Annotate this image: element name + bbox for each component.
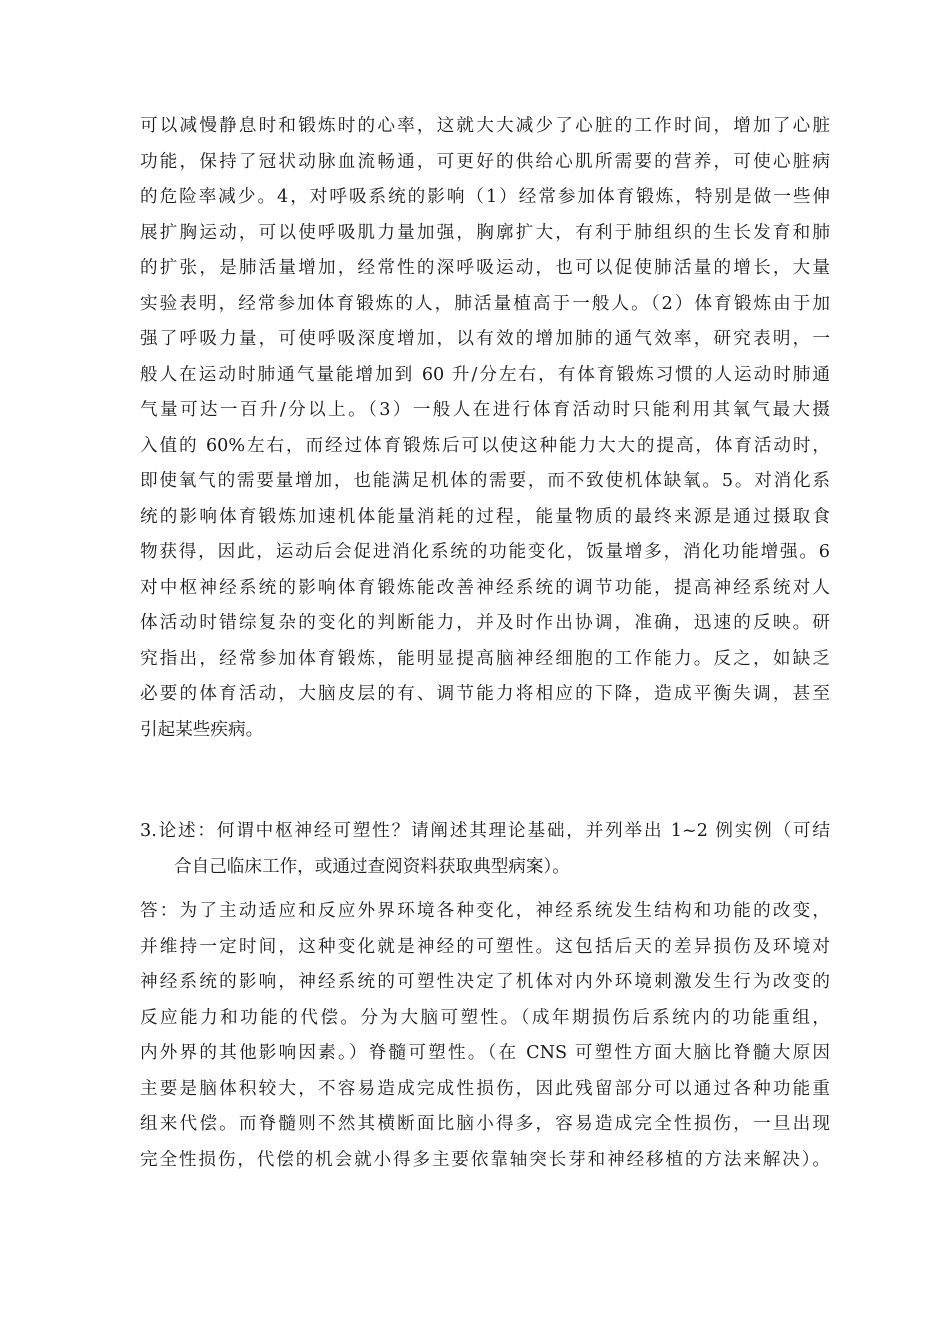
text-line: 究指出，经常参加体育锻炼，能明显提高脑神经细胞的工作能力。反之，如缺乏 bbox=[140, 648, 830, 669]
answer-line: 答：为了主动适应和反应外界环境各种变化，神经系统发生结构和功能的改变， bbox=[140, 901, 830, 921]
answer-line: 反应能力和功能的代偿。分为大脑可塑性。（成年期损伤后系统内的功能重组， bbox=[140, 1007, 830, 1028]
text-line: 引起某些疾病。 bbox=[140, 719, 264, 740]
text-line: 必要的体育活动，大脑皮层的有、调节能力将相应的下降，造成平衡失调，甚至 bbox=[140, 684, 830, 704]
paragraph-physiology-effects bbox=[140, 109, 830, 748]
text-line: 统的影响体育锻炼加速机体能量消耗的过程，能量物质的最终来源是通过摄取食 bbox=[140, 506, 830, 527]
text-line: 的扩张，是肺活量增加，经常性的深呼吸运动，也可以促使肺活量的增长，大量 bbox=[140, 258, 830, 278]
text-line: 的危险率减少。4，对呼吸系统的影响（1）经常参加体育锻炼，特别是做一些伸 bbox=[140, 187, 830, 207]
text-line: 气量可达一百升/分以上。（3）一般人在进行体育活动时只能利用其氧气最大摄 bbox=[140, 400, 830, 420]
text-line: 物获得，因此，运动后会促进消化系统的功能变化，饭量增多，消化功能增强。6 bbox=[140, 542, 830, 562]
question-line: 合自己临床工作，或通过查阅资料获取典型病案）。 bbox=[174, 856, 570, 877]
answer-line: 组来代偿。而脊髓则不然其横断面比脑小得多，容易造成完全性损伤，一旦出现 bbox=[140, 1114, 830, 1134]
answer-line: 完全性损伤，代偿的机会就小得多主要依靠轴突长芽和神经移植的方法来解决）。 bbox=[140, 1149, 830, 1170]
answer-paragraph bbox=[140, 894, 830, 1178]
question-heading bbox=[140, 814, 830, 885]
text-line: 展扩胸运动，可以使呼吸肌力量加强，胸廓扩大，有利于肺组织的生长发育和肺 bbox=[140, 222, 830, 243]
text-line: 体活动时错综复杂的变化的判断能力，并及时作出协调，准确，迅速的反映。研 bbox=[140, 613, 830, 633]
text-line: 般人在运动时肺通气量能增加到 60 升/分左右，有体育锻炼习惯的人运动时肺通 bbox=[140, 364, 830, 385]
text-line: 功能，保持了冠状动脉血流畅通，可更好的供给心肌所需要的营养，可使心脏病 bbox=[140, 151, 830, 172]
question-line: 3.论述：何谓中枢神经可塑性？请阐述其理论基础，并列举出 1~2 例实例（可结 bbox=[140, 821, 830, 841]
answer-line: 内外界的其他影响因素。）脊髓可塑性。（在 CNS 可塑性方面大脑比脊髓大原因 bbox=[140, 1043, 830, 1063]
text-line: 对中枢神经系统的影响体育锻炼能改善神经系统的调节功能，提高神经系统对人 bbox=[140, 577, 830, 598]
text-line: 即使氧气的需要量增加，也能满足机体的需要，而不致使机体缺氧。5。对消化系 bbox=[140, 471, 830, 491]
text-line: 强了呼吸力量，可使呼吸深度增加，以有效的增加肺的通气效率，研究表明，一 bbox=[140, 329, 830, 349]
text-line: 实验表明，经常参加体育锻炼的人，肺活量植高于一般人。（2）体育锻炼由于加 bbox=[140, 293, 830, 314]
answer-line: 并维持一定时间，这种变化就是神经的可塑性。这包括后天的差异损伤及环境对 bbox=[140, 936, 830, 957]
answer-line: 神经系统的影响，神经系统的可塑性决定了机体对内外环境刺激发生行为改变的 bbox=[140, 972, 830, 992]
text-line: 可以减慢静息时和锻炼时的心率，这就大大减少了心脏的工作时间，增加了心脏 bbox=[140, 116, 830, 136]
answer-line: 主要是脑体积较大，不容易造成完成性损伤，因此残留部分可以通过各种功能重 bbox=[140, 1078, 830, 1099]
text-line: 入值的 60%左右，而经过体育锻炼后可以使这种能力大大的提高，体育活动时， bbox=[140, 435, 830, 456]
